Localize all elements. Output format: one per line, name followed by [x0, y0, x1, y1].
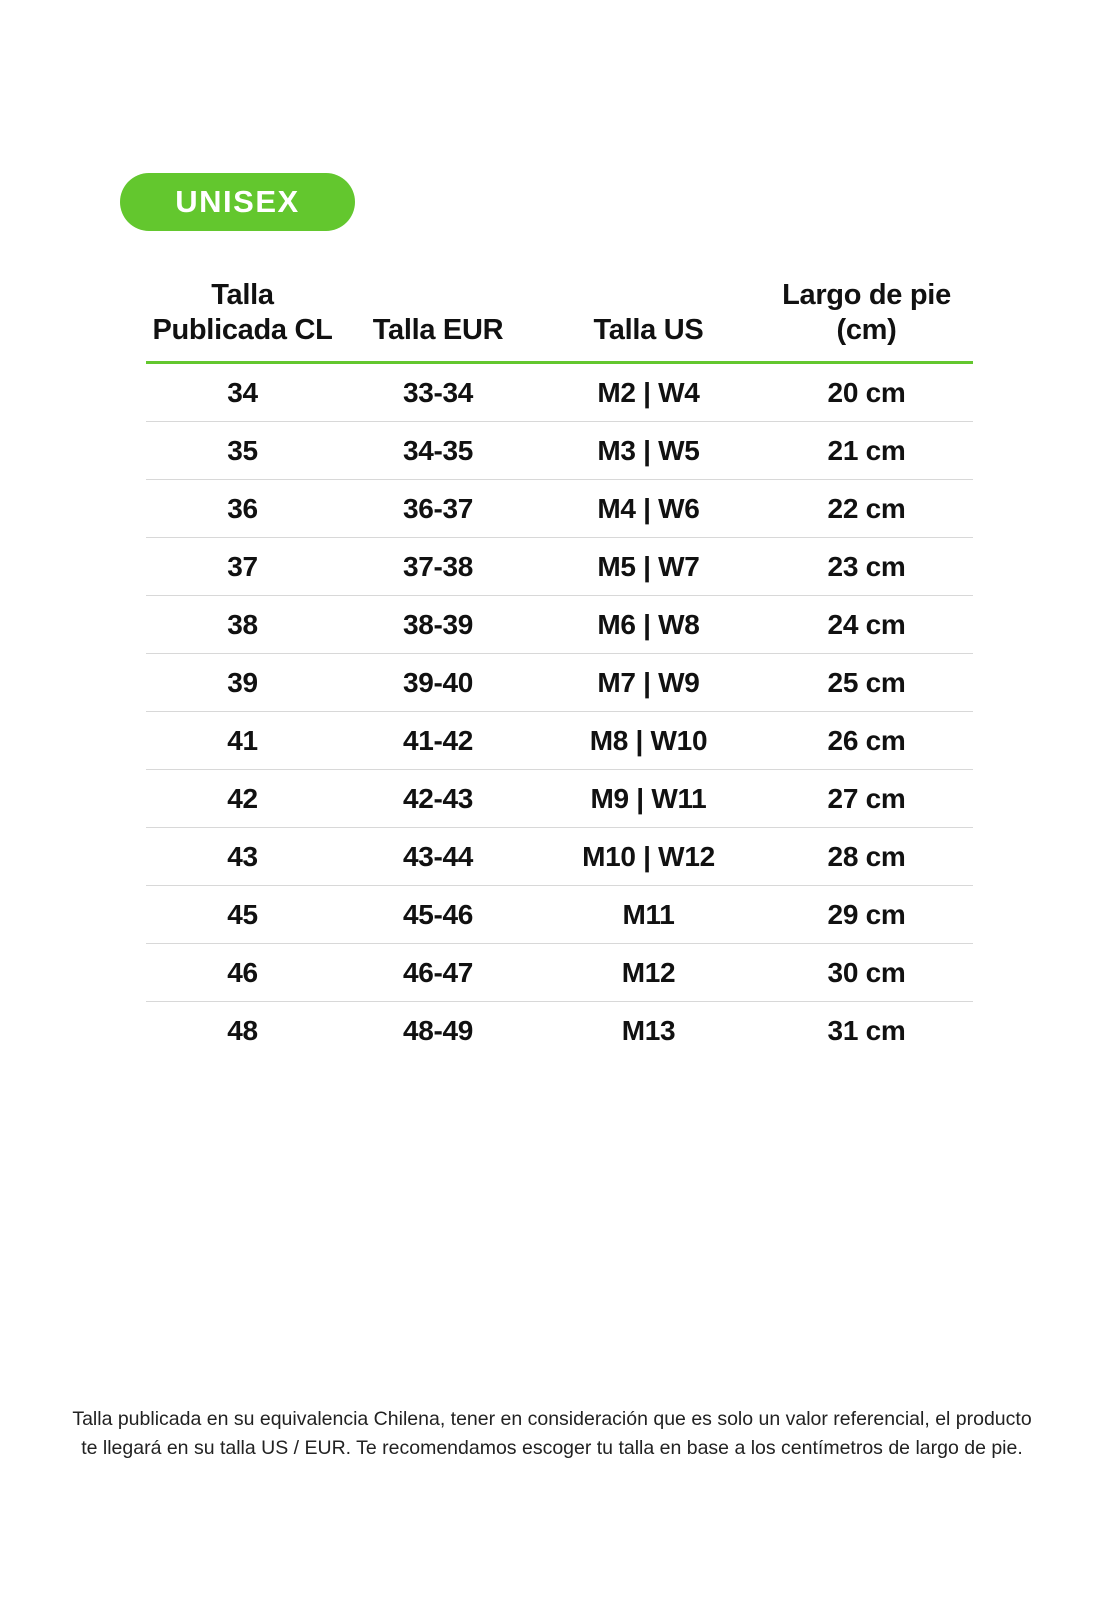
cell-cl: 38 [146, 595, 339, 653]
cell-us: M8 | W10 [537, 711, 760, 769]
cell-cl: 37 [146, 537, 339, 595]
cell-cm: 29 cm [760, 885, 973, 943]
cell-cl: 46 [146, 943, 339, 1001]
cell-cl: 42 [146, 769, 339, 827]
cell-cl: 34 [146, 362, 339, 421]
cell-cm: 26 cm [760, 711, 973, 769]
cell-cl: 45 [146, 885, 339, 943]
unisex-badge-label: UNISEX [175, 184, 300, 219]
cell-cm: 24 cm [760, 595, 973, 653]
header-talla-us: Talla US [593, 314, 704, 347]
cell-cm: 27 cm [760, 769, 973, 827]
cell-cm: 20 cm [760, 362, 973, 421]
cell-cm: 31 cm [827, 1014, 906, 1046]
table-row [146, 943, 973, 1001]
cell-eur: 37-38 [339, 537, 537, 595]
cell-eur: 39-40 [339, 653, 537, 711]
footnote [52, 1405, 1052, 1464]
header-talla-eur: Talla EUR [372, 314, 504, 347]
table-row [146, 421, 973, 479]
cell-us: M5 | W7 [537, 537, 760, 595]
table-row [146, 769, 973, 827]
cell-eur: 45-46 [339, 885, 537, 943]
cell-us: M10 | W12 [537, 827, 760, 885]
cell-eur: 42-43 [339, 769, 537, 827]
cell-cm: 21 cm [760, 421, 973, 479]
cell-eur: 41-42 [339, 711, 537, 769]
footnote-line-2: te llegará en su talla US / EUR. Te recomendamos escoger tu talla en base a los centímetros de largo de pie. [81, 1437, 1023, 1460]
header-talla-cl: Talla Publicada CL [152, 279, 333, 347]
cell-us: M12 [537, 943, 760, 1001]
cell-cm: 25 cm [760, 653, 973, 711]
cell-cl: 48 [227, 1014, 258, 1046]
cell-cm: 23 cm [760, 537, 973, 595]
table-row [146, 1001, 973, 1059]
table-row [146, 537, 973, 595]
table-row [146, 595, 973, 653]
cell-cl: 41 [146, 711, 339, 769]
size-table-body [146, 362, 973, 1059]
footnote-line-1: Talla publicada en su equivalencia Chilena, tener en consideración que es solo un valor referencial, el producto [72, 1408, 1032, 1430]
cell-us: M3 | W5 [537, 421, 760, 479]
table-row [146, 479, 973, 537]
header-largo-pie: Largo de pie (cm) [782, 279, 951, 347]
cell-us: M11 [537, 885, 760, 943]
cell-eur: 48-49 [402, 1014, 474, 1046]
table-row [146, 362, 973, 421]
cell-cl: 36 [146, 479, 339, 537]
cell-eur: 33-34 [339, 362, 537, 421]
cell-cm: 22 cm [760, 479, 973, 537]
cell-us: M13 [621, 1014, 676, 1046]
size-table-container [146, 278, 951, 1059]
cell-eur: 46-47 [339, 943, 537, 1001]
cell-us: M6 | W8 [537, 595, 760, 653]
table-header-row [146, 278, 973, 362]
cell-cm: 30 cm [760, 943, 973, 1001]
cell-cm: 28 cm [760, 827, 973, 885]
table-row [146, 653, 973, 711]
size-table-head [146, 278, 973, 362]
cell-us: M4 | W6 [537, 479, 760, 537]
cell-eur: 36-37 [339, 479, 537, 537]
cell-eur: 43-44 [339, 827, 537, 885]
cell-cl: 43 [146, 827, 339, 885]
cell-cl: 35 [146, 421, 339, 479]
cell-eur: 34-35 [339, 421, 537, 479]
cell-us: M7 | W9 [537, 653, 760, 711]
table-row [146, 885, 973, 943]
cell-eur: 38-39 [339, 595, 537, 653]
size-table [146, 278, 973, 1059]
table-row [146, 711, 973, 769]
table-row [146, 827, 973, 885]
cell-us: M9 | W11 [537, 769, 760, 827]
cell-cl: 39 [146, 653, 339, 711]
unisex-badge [120, 173, 355, 231]
cell-us: M2 | W4 [537, 362, 760, 421]
